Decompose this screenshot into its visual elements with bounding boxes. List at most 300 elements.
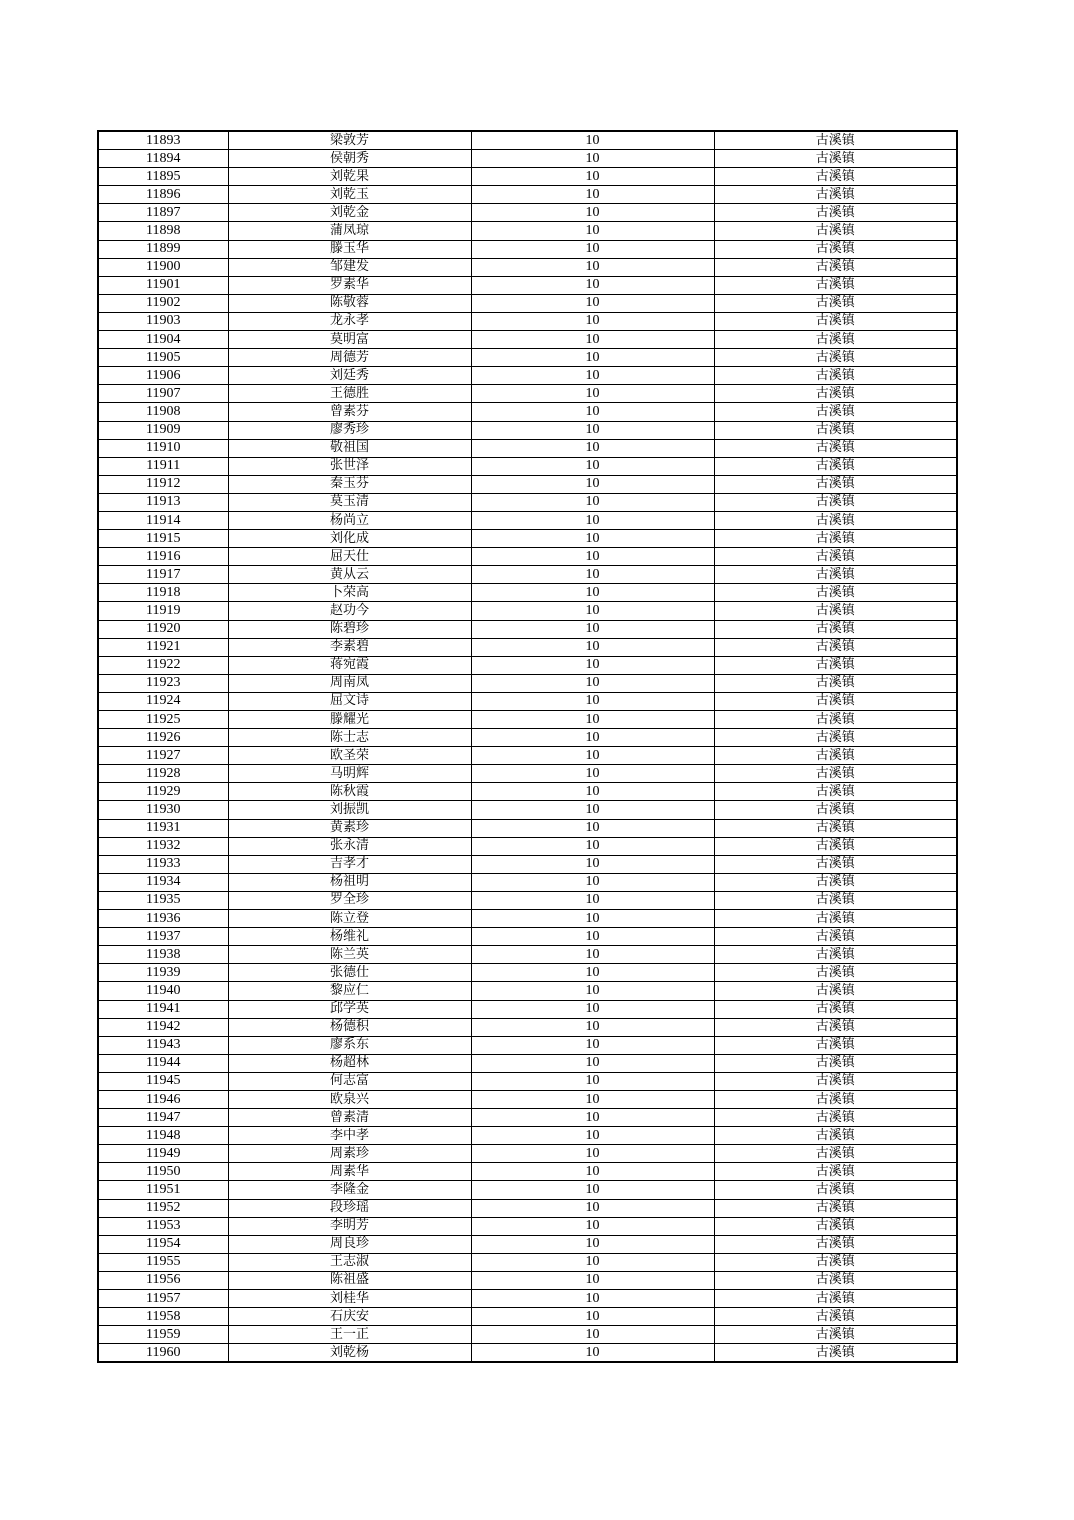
data-table (97, 130, 958, 1363)
cell-number: 11918 (98, 584, 228, 602)
cell-town: 古溪镇 (714, 982, 957, 1000)
table-row (98, 819, 957, 837)
cell-name: 周素珍 (228, 1145, 471, 1163)
cell-amount: 10 (471, 1109, 714, 1127)
cell-name: 杨祖明 (228, 873, 471, 891)
cell-amount: 10 (471, 1163, 714, 1181)
cell-number: 11947 (98, 1109, 228, 1127)
cell-name: 蒲凤琼 (228, 222, 471, 240)
cell-name: 周良珍 (228, 1235, 471, 1253)
cell-amount: 10 (471, 674, 714, 692)
cell-name: 张世泽 (228, 457, 471, 475)
cell-number: 11924 (98, 692, 228, 710)
cell-town: 古溪镇 (714, 1271, 957, 1289)
cell-name: 王一正 (228, 1326, 471, 1344)
cell-name: 张德仕 (228, 964, 471, 982)
cell-number: 11914 (98, 511, 228, 529)
table-row (98, 1326, 957, 1344)
cell-number: 11953 (98, 1217, 228, 1235)
cell-town: 古溪镇 (714, 258, 957, 276)
cell-town: 古溪镇 (714, 1127, 957, 1145)
cell-number: 11944 (98, 1054, 228, 1072)
cell-name: 刘乾玉 (228, 186, 471, 204)
cell-town: 古溪镇 (714, 1181, 957, 1199)
cell-town: 古溪镇 (714, 819, 957, 837)
cell-amount: 10 (471, 222, 714, 240)
table-row (98, 1145, 957, 1163)
table-row (98, 765, 957, 783)
cell-name: 刘乾果 (228, 168, 471, 186)
cell-town: 古溪镇 (714, 1344, 957, 1363)
cell-town: 古溪镇 (714, 439, 957, 457)
cell-number: 11941 (98, 1000, 228, 1018)
table-row (98, 548, 957, 566)
table-row (98, 855, 957, 873)
table-row (98, 964, 957, 982)
cell-number: 11952 (98, 1199, 228, 1217)
cell-name: 王志淑 (228, 1253, 471, 1271)
cell-amount: 10 (471, 729, 714, 747)
table-row (98, 584, 957, 602)
cell-town: 古溪镇 (714, 910, 957, 928)
table-row (98, 602, 957, 620)
cell-amount: 10 (471, 1308, 714, 1326)
table-row (98, 1072, 957, 1090)
table-row (98, 331, 957, 349)
cell-name: 李明芳 (228, 1217, 471, 1235)
table-row (98, 204, 957, 222)
cell-town: 古溪镇 (714, 1018, 957, 1036)
cell-number: 11919 (98, 602, 228, 620)
cell-town: 古溪镇 (714, 1090, 957, 1108)
cell-town: 古溪镇 (714, 1036, 957, 1054)
cell-name: 侯朝秀 (228, 150, 471, 168)
cell-town: 古溪镇 (714, 1199, 957, 1217)
cell-name: 莫明富 (228, 331, 471, 349)
table-row (98, 1253, 957, 1271)
cell-number: 11901 (98, 276, 228, 294)
cell-number: 11928 (98, 765, 228, 783)
cell-amount: 10 (471, 964, 714, 982)
cell-town: 古溪镇 (714, 150, 957, 168)
cell-amount: 10 (471, 349, 714, 367)
cell-number: 11904 (98, 331, 228, 349)
cell-name: 陈敬蓉 (228, 294, 471, 312)
table-row (98, 1000, 957, 1018)
cell-name: 刘廷秀 (228, 367, 471, 385)
cell-number: 11903 (98, 312, 228, 330)
cell-amount: 10 (471, 1217, 714, 1235)
table-row (98, 385, 957, 403)
cell-name: 马明辉 (228, 765, 471, 783)
cell-number: 11960 (98, 1344, 228, 1363)
cell-amount: 10 (471, 1181, 714, 1199)
table-row (98, 656, 957, 674)
cell-name: 周素华 (228, 1163, 471, 1181)
cell-amount: 10 (471, 331, 714, 349)
cell-number: 11911 (98, 457, 228, 475)
cell-amount: 10 (471, 548, 714, 566)
cell-name: 敬祖国 (228, 439, 471, 457)
table-row (98, 240, 957, 258)
cell-number: 11894 (98, 150, 228, 168)
cell-town: 古溪镇 (714, 656, 957, 674)
cell-town: 古溪镇 (714, 620, 957, 638)
table-row (98, 222, 957, 240)
cell-name: 赵功今 (228, 602, 471, 620)
cell-amount: 10 (471, 1271, 714, 1289)
cell-town: 古溪镇 (714, 946, 957, 964)
cell-name: 吉孝才 (228, 855, 471, 873)
cell-number: 11932 (98, 837, 228, 855)
table-row (98, 783, 957, 801)
cell-amount: 10 (471, 150, 714, 168)
cell-amount: 10 (471, 204, 714, 222)
cell-town: 古溪镇 (714, 385, 957, 403)
cell-town: 古溪镇 (714, 602, 957, 620)
cell-name: 石庆安 (228, 1308, 471, 1326)
cell-name: 刘化成 (228, 530, 471, 548)
cell-name: 段珍瑶 (228, 1199, 471, 1217)
cell-number: 11909 (98, 421, 228, 439)
cell-name: 陈兰英 (228, 946, 471, 964)
table-row (98, 1344, 957, 1363)
cell-town: 古溪镇 (714, 584, 957, 602)
cell-name: 莫玉清 (228, 493, 471, 511)
cell-number: 11950 (98, 1163, 228, 1181)
cell-name: 陈碧珍 (228, 620, 471, 638)
cell-name: 周南凤 (228, 674, 471, 692)
cell-town: 古溪镇 (714, 1072, 957, 1090)
cell-name: 杨尚立 (228, 511, 471, 529)
cell-name: 陈立登 (228, 910, 471, 928)
cell-amount: 10 (471, 602, 714, 620)
cell-amount: 10 (471, 891, 714, 909)
cell-name: 杨超林 (228, 1054, 471, 1072)
cell-town: 古溪镇 (714, 222, 957, 240)
table-row (98, 421, 957, 439)
cell-number: 11942 (98, 1018, 228, 1036)
cell-amount: 10 (471, 530, 714, 548)
cell-name: 卜荣高 (228, 584, 471, 602)
cell-town: 古溪镇 (714, 711, 957, 729)
cell-town: 古溪镇 (714, 204, 957, 222)
cell-town: 古溪镇 (714, 186, 957, 204)
cell-number: 11940 (98, 982, 228, 1000)
cell-amount: 10 (471, 294, 714, 312)
cell-amount: 10 (471, 566, 714, 584)
cell-town: 古溪镇 (714, 729, 957, 747)
cell-name: 屈天仕 (228, 548, 471, 566)
cell-amount: 10 (471, 747, 714, 765)
cell-town: 古溪镇 (714, 1163, 957, 1181)
cell-town: 古溪镇 (714, 765, 957, 783)
cell-amount: 10 (471, 946, 714, 964)
table-body (98, 131, 957, 1362)
cell-amount: 10 (471, 403, 714, 421)
cell-name: 刘振凯 (228, 801, 471, 819)
cell-amount: 10 (471, 1326, 714, 1344)
table-row (98, 530, 957, 548)
table-row (98, 475, 957, 493)
table-row (98, 566, 957, 584)
cell-number: 11958 (98, 1308, 228, 1326)
cell-amount: 10 (471, 511, 714, 529)
cell-name: 滕耀光 (228, 711, 471, 729)
cell-name: 黄从云 (228, 566, 471, 584)
cell-number: 11915 (98, 530, 228, 548)
cell-number: 11897 (98, 204, 228, 222)
cell-town: 古溪镇 (714, 530, 957, 548)
cell-amount: 10 (471, 982, 714, 1000)
cell-amount: 10 (471, 711, 714, 729)
table-row (98, 982, 957, 1000)
cell-name: 李隆金 (228, 1181, 471, 1199)
cell-name: 周德芳 (228, 349, 471, 367)
cell-town: 古溪镇 (714, 312, 957, 330)
cell-number: 11899 (98, 240, 228, 258)
cell-number: 11917 (98, 566, 228, 584)
table-row (98, 493, 957, 511)
table-row (98, 131, 957, 150)
cell-number: 11954 (98, 1235, 228, 1253)
cell-town: 古溪镇 (714, 837, 957, 855)
cell-name: 陈秋霞 (228, 783, 471, 801)
cell-name: 滕玉华 (228, 240, 471, 258)
cell-number: 11922 (98, 656, 228, 674)
cell-name: 何志富 (228, 1072, 471, 1090)
cell-number: 11900 (98, 258, 228, 276)
cell-town: 古溪镇 (714, 403, 957, 421)
cell-name: 黎应仁 (228, 982, 471, 1000)
cell-amount: 10 (471, 258, 714, 276)
cell-amount: 10 (471, 873, 714, 891)
table-row (98, 1018, 957, 1036)
table-row (98, 910, 957, 928)
cell-name: 廖系东 (228, 1036, 471, 1054)
cell-amount: 10 (471, 1145, 714, 1163)
cell-town: 古溪镇 (714, 457, 957, 475)
cell-name: 刘桂华 (228, 1290, 471, 1308)
table-row (98, 186, 957, 204)
table-row (98, 168, 957, 186)
table-row (98, 367, 957, 385)
cell-number: 11902 (98, 294, 228, 312)
cell-number: 11906 (98, 367, 228, 385)
cell-amount: 10 (471, 1000, 714, 1018)
cell-amount: 10 (471, 1090, 714, 1108)
cell-amount: 10 (471, 1054, 714, 1072)
cell-number: 11907 (98, 385, 228, 403)
table-row (98, 457, 957, 475)
cell-name: 刘乾金 (228, 204, 471, 222)
cell-amount: 10 (471, 692, 714, 710)
cell-town: 古溪镇 (714, 1109, 957, 1127)
cell-number: 11943 (98, 1036, 228, 1054)
table-row (98, 692, 957, 710)
cell-amount: 10 (471, 783, 714, 801)
cell-amount: 10 (471, 131, 714, 150)
table-row (98, 349, 957, 367)
cell-town: 古溪镇 (714, 349, 957, 367)
table-row (98, 439, 957, 457)
cell-name: 邱学英 (228, 1000, 471, 1018)
cell-town: 古溪镇 (714, 367, 957, 385)
cell-town: 古溪镇 (714, 1217, 957, 1235)
cell-name: 欧泉兴 (228, 1090, 471, 1108)
cell-name: 屈文诗 (228, 692, 471, 710)
cell-number: 11957 (98, 1290, 228, 1308)
table-row (98, 1290, 957, 1308)
cell-amount: 10 (471, 475, 714, 493)
cell-amount: 10 (471, 638, 714, 656)
cell-town: 古溪镇 (714, 1054, 957, 1072)
cell-town: 古溪镇 (714, 855, 957, 873)
cell-number: 11939 (98, 964, 228, 982)
cell-number: 11898 (98, 222, 228, 240)
cell-town: 古溪镇 (714, 566, 957, 584)
table-row (98, 946, 957, 964)
cell-town: 古溪镇 (714, 674, 957, 692)
cell-number: 11934 (98, 873, 228, 891)
cell-town: 古溪镇 (714, 131, 957, 150)
cell-name: 秦玉芬 (228, 475, 471, 493)
cell-town: 古溪镇 (714, 964, 957, 982)
table-row (98, 1199, 957, 1217)
cell-number: 11956 (98, 1271, 228, 1289)
table-row (98, 801, 957, 819)
table-row (98, 1109, 957, 1127)
cell-town: 古溪镇 (714, 1253, 957, 1271)
cell-town: 古溪镇 (714, 1000, 957, 1018)
cell-amount: 10 (471, 1199, 714, 1217)
cell-amount: 10 (471, 801, 714, 819)
table-row (98, 1181, 957, 1199)
cell-town: 古溪镇 (714, 891, 957, 909)
cell-town: 古溪镇 (714, 638, 957, 656)
cell-amount: 10 (471, 656, 714, 674)
cell-number: 11925 (98, 711, 228, 729)
cell-name: 杨维礼 (228, 928, 471, 946)
cell-town: 古溪镇 (714, 1290, 957, 1308)
table-row (98, 729, 957, 747)
table-row (98, 747, 957, 765)
cell-number: 11935 (98, 891, 228, 909)
cell-amount: 10 (471, 1253, 714, 1271)
cell-town: 古溪镇 (714, 873, 957, 891)
cell-number: 11949 (98, 1145, 228, 1163)
cell-amount: 10 (471, 928, 714, 946)
cell-name: 廖秀珍 (228, 421, 471, 439)
cell-amount: 10 (471, 276, 714, 294)
cell-name: 王德胜 (228, 385, 471, 403)
cell-name: 龙永孝 (228, 312, 471, 330)
table-row (98, 1127, 957, 1145)
cell-town: 古溪镇 (714, 240, 957, 258)
cell-number: 11929 (98, 783, 228, 801)
cell-number: 11927 (98, 747, 228, 765)
cell-name: 欧圣荣 (228, 747, 471, 765)
cell-name: 李素碧 (228, 638, 471, 656)
cell-amount: 10 (471, 819, 714, 837)
table-row (98, 403, 957, 421)
cell-amount: 10 (471, 1072, 714, 1090)
table-row (98, 638, 957, 656)
cell-town: 古溪镇 (714, 1235, 957, 1253)
cell-number: 11921 (98, 638, 228, 656)
cell-amount: 10 (471, 1127, 714, 1145)
cell-amount: 10 (471, 1290, 714, 1308)
cell-town: 古溪镇 (714, 168, 957, 186)
cell-amount: 10 (471, 493, 714, 511)
cell-name: 陈士志 (228, 729, 471, 747)
table-row (98, 294, 957, 312)
cell-town: 古溪镇 (714, 493, 957, 511)
cell-number: 11926 (98, 729, 228, 747)
cell-number: 11905 (98, 349, 228, 367)
table-row (98, 276, 957, 294)
cell-number: 11931 (98, 819, 228, 837)
table-row (98, 312, 957, 330)
cell-town: 古溪镇 (714, 294, 957, 312)
cell-number: 11910 (98, 439, 228, 457)
cell-number: 11923 (98, 674, 228, 692)
table-row (98, 873, 957, 891)
cell-name: 曾素清 (228, 1109, 471, 1127)
table-row (98, 1054, 957, 1072)
cell-town: 古溪镇 (714, 801, 957, 819)
cell-name: 刘乾杨 (228, 1344, 471, 1363)
cell-number: 11951 (98, 1181, 228, 1199)
table-row (98, 150, 957, 168)
cell-amount: 10 (471, 186, 714, 204)
cell-amount: 10 (471, 1235, 714, 1253)
cell-amount: 10 (471, 168, 714, 186)
cell-amount: 10 (471, 1344, 714, 1363)
table-row (98, 891, 957, 909)
table-row (98, 1271, 957, 1289)
cell-town: 古溪镇 (714, 421, 957, 439)
cell-amount: 10 (471, 421, 714, 439)
table-row (98, 837, 957, 855)
table-row (98, 711, 957, 729)
cell-name: 曾素芬 (228, 403, 471, 421)
cell-town: 古溪镇 (714, 548, 957, 566)
cell-amount: 10 (471, 240, 714, 258)
cell-amount: 10 (471, 457, 714, 475)
table-row (98, 928, 957, 946)
cell-amount: 10 (471, 910, 714, 928)
cell-number: 11959 (98, 1326, 228, 1344)
cell-amount: 10 (471, 584, 714, 602)
cell-name: 李中孝 (228, 1127, 471, 1145)
cell-amount: 10 (471, 439, 714, 457)
cell-amount: 10 (471, 620, 714, 638)
cell-number: 11938 (98, 946, 228, 964)
cell-amount: 10 (471, 765, 714, 783)
cell-amount: 10 (471, 312, 714, 330)
cell-town: 古溪镇 (714, 511, 957, 529)
cell-number: 11896 (98, 186, 228, 204)
cell-number: 11893 (98, 131, 228, 150)
table-row (98, 1036, 957, 1054)
cell-number: 11946 (98, 1090, 228, 1108)
cell-name: 陈祖盛 (228, 1271, 471, 1289)
cell-town: 古溪镇 (714, 692, 957, 710)
table-row (98, 1308, 957, 1326)
cell-amount: 10 (471, 837, 714, 855)
cell-town: 古溪镇 (714, 783, 957, 801)
